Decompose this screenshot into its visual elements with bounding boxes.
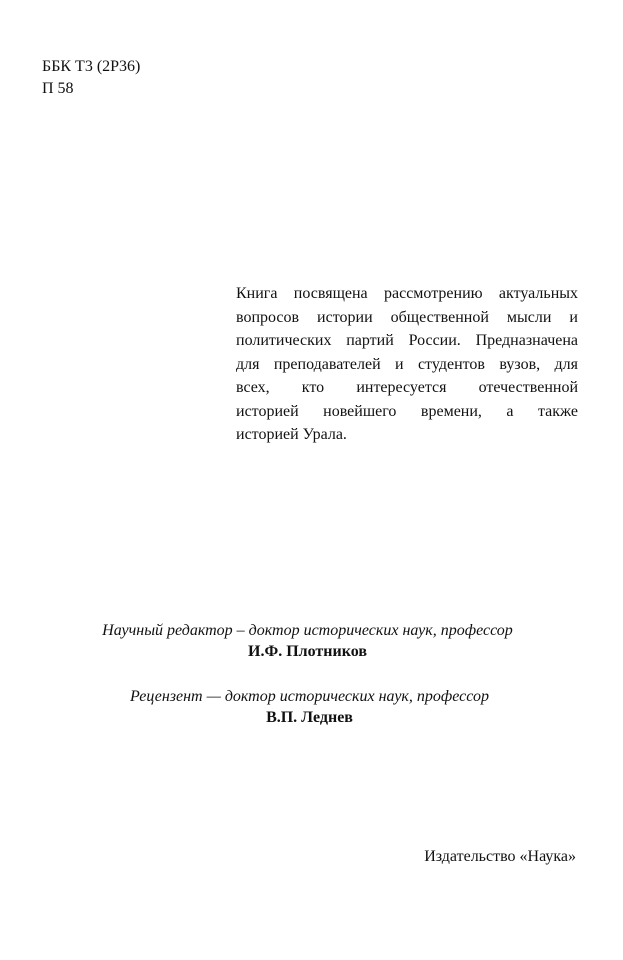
scientific-editor-credit bbox=[0, 620, 623, 662]
annotation-line: историей Урала. bbox=[236, 426, 347, 443]
reviewer-role: Рецензент — доктор исторических наук, профессор bbox=[130, 688, 489, 705]
library-classification bbox=[42, 56, 140, 100]
author-mark: П 58 bbox=[42, 80, 74, 97]
book-annotation bbox=[236, 282, 578, 447]
reviewer-name: В.П. Леднев bbox=[266, 709, 353, 726]
editor-role: Научный редактор – доктор исторических наук, профессор bbox=[102, 622, 513, 639]
publisher-name: Издательство «Наука» bbox=[424, 848, 576, 865]
annotation-line: вопросов истории общественной мысли и bbox=[236, 308, 578, 326]
reviewer-credit bbox=[0, 686, 623, 728]
editor-name: И.Ф. Плотников bbox=[248, 643, 367, 660]
annotation-line: историей новейшего времени, а также bbox=[236, 402, 578, 420]
annotation-line: для преподавателей и студентов вузов, для bbox=[236, 355, 578, 373]
bbk-index: ББК Т3 (2Р36) bbox=[42, 58, 141, 75]
annotation-line: Книга посвящена рассмотрению актуальных bbox=[236, 285, 578, 302]
annotation-line: политических партий России. Предназначена bbox=[236, 332, 578, 349]
annotation-line: всех, кто интересуется отечественной bbox=[236, 379, 578, 396]
